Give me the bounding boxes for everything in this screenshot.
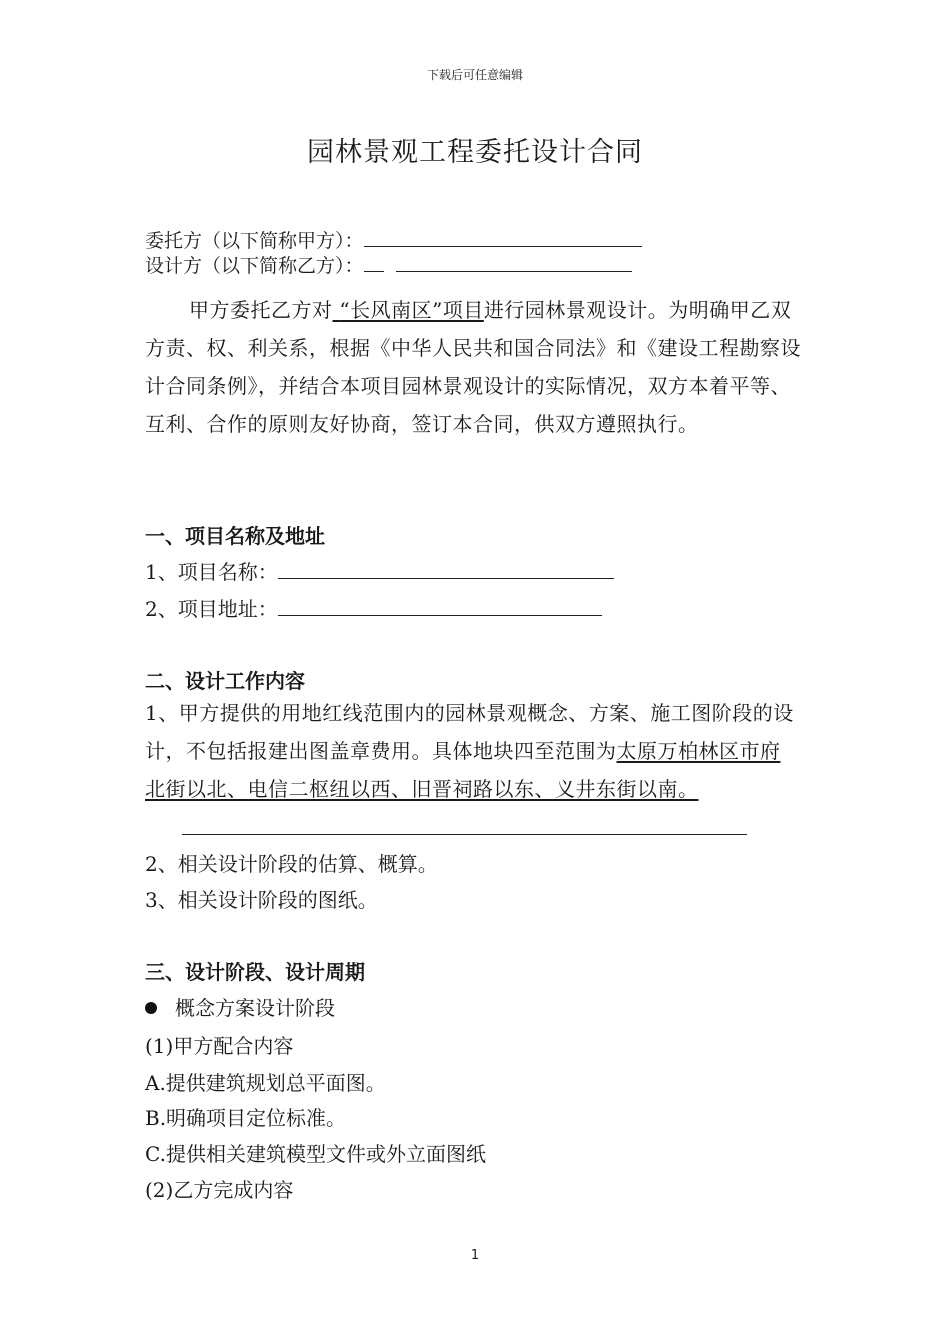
client-label: 委托方（以下简称甲方）： (145, 230, 364, 252)
section3-heading: 三、设计阶段、设计周期 (145, 960, 365, 984)
document-title: 园林景观工程委托设计合同 (307, 137, 643, 168)
section3-item-c: C.提供相关建筑模型文件或外立面图纸 (145, 1142, 486, 1166)
project-address-label: 2、项目地址： (145, 597, 278, 621)
section3-item-a: A.提供建筑规划总平面图。 (145, 1071, 386, 1095)
bullet-dot-icon (145, 1002, 157, 1014)
client-party-line (145, 226, 642, 253)
bullet-item: 概念方案设计阶段 (145, 992, 335, 1021)
header-note: 下载后可任意编辑 (426, 68, 523, 82)
section3-item-b: B.明确项目定位标准。 (145, 1106, 347, 1130)
project-address-line (145, 593, 602, 622)
designer-label: 设计方（以下简称乙方）： (145, 255, 364, 277)
client-blank (364, 228, 642, 247)
section1-heading: 一、项目名称及地址 (145, 524, 325, 548)
section2-item2: 2、相关设计阶段的估算、概算。 (145, 852, 438, 876)
site-boundary-underline (182, 834, 747, 835)
project-address-blank (278, 595, 602, 616)
section3-sub2: (2)乙方完成内容 (145, 1178, 294, 1202)
intro-part1: 甲方委托乙方对 (189, 298, 333, 322)
site-boundary-text: 太原万柏林区市府北街以北、电信二枢纽以西、旧晋祠路以东、义井东街以南。 (145, 739, 781, 801)
project-name-blank (278, 558, 614, 579)
section2-heading: 二、设计工作内容 (145, 669, 305, 693)
designer-party-line (145, 251, 632, 278)
intro-project-name: “长风南区”项目 (339, 298, 484, 322)
page-number: 1 (470, 1248, 480, 1263)
section2-item1: 1、甲方提供的用地红线范围内的园林景观概念、方案、施工图阶段的设计，不包括报建出图盖章费用。具体地块四至范围为太原万柏林区市府北街以北、电信二枢纽以西、旧晋祠路以东、义井东街以南。 (145, 701, 794, 801)
section2-item3: 3、相关设计阶段的图纸。 (145, 888, 378, 912)
intro-part2: 进行园林景观设计。为明确甲乙双方责、权、利关系，根据《中华人民共和国合同法》和《建设工程勘察设计合同条例》，并结合本项目园林景观设计的实际情况，双方本着平等、互利、合作的原则友好协商，签订本合同，供双方遵照执行。 (145, 298, 801, 436)
intro-paragraph (145, 291, 805, 443)
project-name-line (145, 556, 614, 585)
project-name-label: 1、项目名称： (145, 560, 278, 584)
designer-blank-short (364, 253, 384, 272)
designer-blank (396, 253, 632, 272)
section3-sub1: (1)甲方配合内容 (145, 1034, 294, 1058)
